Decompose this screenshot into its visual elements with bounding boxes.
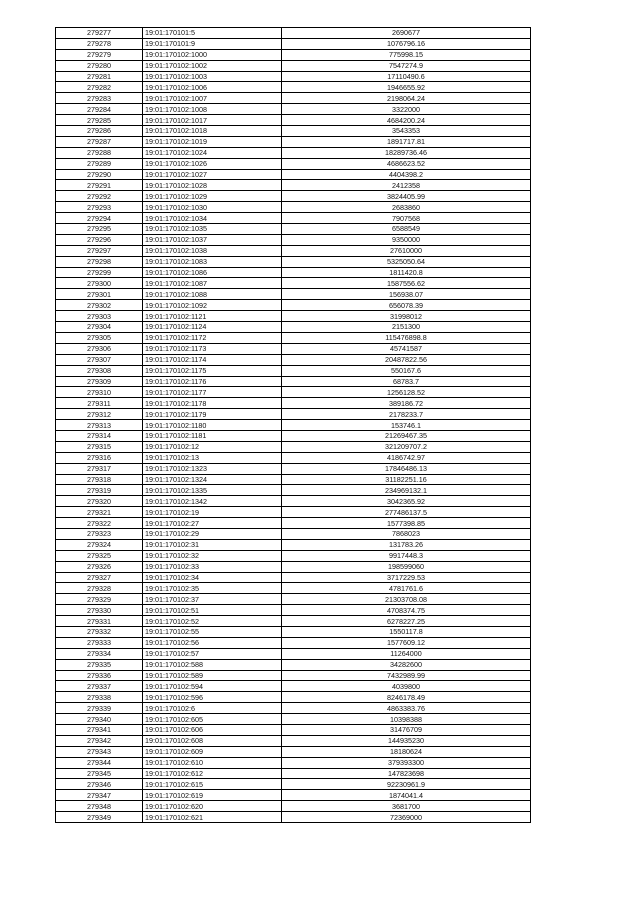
record-number-cell: 279307 — [56, 354, 143, 365]
cadastral-number-cell: 19:01:170102:1019 — [143, 136, 282, 147]
record-number-cell: 279311 — [56, 398, 143, 409]
record-number-cell: 279326 — [56, 561, 143, 572]
value-cell: 31476709 — [282, 725, 531, 736]
value-cell: 4684200.24 — [282, 115, 531, 126]
table-row — [56, 594, 531, 605]
record-number-cell: 279279 — [56, 49, 143, 60]
cadastral-number-cell: 19:01:170102:609 — [143, 746, 282, 757]
record-number-cell: 279286 — [56, 126, 143, 137]
value-cell: 2151300 — [282, 322, 531, 333]
table-row — [56, 38, 531, 49]
table-row — [56, 452, 531, 463]
value-cell: 6588549 — [282, 224, 531, 235]
value-cell: 234969132.1 — [282, 485, 531, 496]
record-number-cell: 279316 — [56, 452, 143, 463]
table-row — [56, 60, 531, 71]
value-cell: 7868023 — [282, 528, 531, 539]
record-number-cell: 279296 — [56, 234, 143, 245]
table-row — [56, 801, 531, 812]
table-row — [56, 169, 531, 180]
table-row — [56, 354, 531, 365]
record-number-cell: 279324 — [56, 539, 143, 550]
value-cell: 18289736.46 — [282, 147, 531, 158]
table-row — [56, 648, 531, 659]
value-cell: 72369000 — [282, 812, 531, 823]
record-number-cell: 279325 — [56, 550, 143, 561]
value-cell: 2178233.7 — [282, 409, 531, 420]
table-row — [56, 180, 531, 191]
table-row — [56, 82, 531, 93]
value-cell: 4404398.2 — [282, 169, 531, 180]
cadastral-number-cell: 19:01:170102:589 — [143, 670, 282, 681]
record-number-cell: 279280 — [56, 60, 143, 71]
record-number-cell: 279281 — [56, 71, 143, 82]
table-row — [56, 311, 531, 322]
value-cell: 156938.07 — [282, 289, 531, 300]
record-number-cell: 279349 — [56, 812, 143, 823]
record-number-cell: 279287 — [56, 136, 143, 147]
value-cell: 9350000 — [282, 234, 531, 245]
table-row — [56, 463, 531, 474]
table-row — [56, 420, 531, 431]
table-row — [56, 572, 531, 583]
record-number-cell: 279333 — [56, 637, 143, 648]
cadastral-number-cell: 19:01:170102:588 — [143, 659, 282, 670]
table-row — [56, 136, 531, 147]
value-cell: 1811420.8 — [282, 267, 531, 278]
value-cell: 389186.72 — [282, 398, 531, 409]
value-cell: 1891717.81 — [282, 136, 531, 147]
cadastral-number-cell: 19:01:170102:1083 — [143, 256, 282, 267]
value-cell: 3543353 — [282, 126, 531, 137]
value-cell: 7907568 — [282, 213, 531, 224]
cadastral-number-cell: 19:01:170102:35 — [143, 583, 282, 594]
record-number-cell: 279278 — [56, 38, 143, 49]
value-cell: 17110490.6 — [282, 71, 531, 82]
value-cell: 21303708.08 — [282, 594, 531, 605]
value-cell: 11264000 — [282, 648, 531, 659]
value-cell: 4863383.76 — [282, 703, 531, 714]
cadastral-number-cell: 19:01:170102:606 — [143, 725, 282, 736]
value-cell: 3322000 — [282, 104, 531, 115]
cadastral-number-cell: 19:01:170102:1027 — [143, 169, 282, 180]
cadastral-number-cell: 19:01:170102:1017 — [143, 115, 282, 126]
table-row — [56, 583, 531, 594]
value-cell: 2683860 — [282, 202, 531, 213]
value-cell: 5325050.64 — [282, 256, 531, 267]
cadastral-number-cell: 19:01:170102:1030 — [143, 202, 282, 213]
value-cell: 10398388 — [282, 714, 531, 725]
table-row — [56, 485, 531, 496]
value-cell: 1946655.92 — [282, 82, 531, 93]
value-cell: 3717229.53 — [282, 572, 531, 583]
record-number-cell: 279343 — [56, 746, 143, 757]
record-number-cell: 279295 — [56, 224, 143, 235]
cadastral-number-cell: 19:01:170102:19 — [143, 507, 282, 518]
value-cell: 34282600 — [282, 659, 531, 670]
cadastral-number-cell: 19:01:170102:1007 — [143, 93, 282, 104]
table-row — [56, 256, 531, 267]
value-cell: 20487822.56 — [282, 354, 531, 365]
record-number-cell: 279288 — [56, 147, 143, 158]
table-row — [56, 409, 531, 420]
table-row — [56, 812, 531, 823]
record-number-cell: 279299 — [56, 267, 143, 278]
table-row — [56, 768, 531, 779]
value-cell: 4781761.6 — [282, 583, 531, 594]
table-row — [56, 332, 531, 343]
value-cell: 1874041.4 — [282, 790, 531, 801]
table-row — [56, 71, 531, 82]
record-number-cell: 279298 — [56, 256, 143, 267]
value-cell: 656078.39 — [282, 300, 531, 311]
value-cell: 21269467.35 — [282, 430, 531, 441]
cadastral-number-cell: 19:01:170101:5 — [143, 28, 282, 39]
table-row — [56, 191, 531, 202]
record-number-cell: 279332 — [56, 626, 143, 637]
table-row — [56, 343, 531, 354]
record-number-cell: 279304 — [56, 322, 143, 333]
table-row — [56, 626, 531, 637]
value-cell: 2690677 — [282, 28, 531, 39]
record-number-cell: 279323 — [56, 528, 143, 539]
record-number-cell: 279314 — [56, 430, 143, 441]
value-cell: 3824405.99 — [282, 191, 531, 202]
value-cell: 153746.1 — [282, 420, 531, 431]
table-row — [56, 561, 531, 572]
table-row — [56, 387, 531, 398]
record-number-cell: 279313 — [56, 420, 143, 431]
table-row — [56, 528, 531, 539]
cadastral-number-cell: 19:01:170102:615 — [143, 779, 282, 790]
value-cell: 45741587 — [282, 343, 531, 354]
cadastral-number-cell: 19:01:170102:1026 — [143, 158, 282, 169]
table-row — [56, 659, 531, 670]
value-cell: 4186742.97 — [282, 452, 531, 463]
record-number-cell: 279312 — [56, 409, 143, 420]
cadastral-number-cell: 19:01:170102:610 — [143, 757, 282, 768]
cadastral-number-cell: 19:01:170102:1029 — [143, 191, 282, 202]
record-number-cell: 279309 — [56, 376, 143, 387]
table-row — [56, 115, 531, 126]
cadastral-number-cell: 19:01:170102:51 — [143, 605, 282, 616]
table-row — [56, 790, 531, 801]
cadastral-number-cell: 19:01:170102:55 — [143, 626, 282, 637]
table-row — [56, 147, 531, 158]
cadastral-number-cell: 19:01:170102:1034 — [143, 213, 282, 224]
record-number-cell: 279306 — [56, 343, 143, 354]
table-row — [56, 637, 531, 648]
table-row — [56, 300, 531, 311]
table-row — [56, 430, 531, 441]
cadastral-number-cell: 19:01:170102:1086 — [143, 267, 282, 278]
cadastral-number-cell: 19:01:170102:29 — [143, 528, 282, 539]
table-row — [56, 496, 531, 507]
cadastral-number-cell: 19:01:170102:56 — [143, 637, 282, 648]
value-cell: 321209707.2 — [282, 441, 531, 452]
table-row — [56, 267, 531, 278]
table-row — [56, 278, 531, 289]
record-number-cell: 279284 — [56, 104, 143, 115]
table-row — [56, 518, 531, 529]
record-number-cell: 279347 — [56, 790, 143, 801]
cadastral-number-cell: 19:01:170102:13 — [143, 452, 282, 463]
cadastral-number-cell: 19:01:170102:1174 — [143, 354, 282, 365]
cadastral-number-cell: 19:01:170102:612 — [143, 768, 282, 779]
table-row — [56, 441, 531, 452]
cadastral-number-cell: 19:01:170102:1178 — [143, 398, 282, 409]
cadastral-number-cell: 19:01:170102:1087 — [143, 278, 282, 289]
table-row — [56, 376, 531, 387]
table-row — [56, 725, 531, 736]
value-cell: 7432989.99 — [282, 670, 531, 681]
cadastral-number-cell: 19:01:170102:608 — [143, 735, 282, 746]
record-number-cell: 279320 — [56, 496, 143, 507]
value-cell: 144935230 — [282, 735, 531, 746]
record-number-cell: 279339 — [56, 703, 143, 714]
cadastral-number-cell: 19:01:170102:620 — [143, 801, 282, 812]
record-number-cell: 279318 — [56, 474, 143, 485]
value-cell: 9917448.3 — [282, 550, 531, 561]
record-number-cell: 279327 — [56, 572, 143, 583]
table-row — [56, 365, 531, 376]
table-row — [56, 158, 531, 169]
table-row — [56, 93, 531, 104]
table-body — [56, 28, 531, 823]
cadastral-number-cell: 19:01:170102:1038 — [143, 245, 282, 256]
table-row — [56, 202, 531, 213]
cadastral-number-cell: 19:01:170102:1018 — [143, 126, 282, 137]
cadastral-number-cell: 19:01:170102:1175 — [143, 365, 282, 376]
record-number-cell: 279282 — [56, 82, 143, 93]
record-number-cell: 279340 — [56, 714, 143, 725]
value-cell: 8246178.49 — [282, 692, 531, 703]
value-cell: 31998012 — [282, 311, 531, 322]
value-cell: 115476898.8 — [282, 332, 531, 343]
table-row — [56, 104, 531, 115]
value-cell: 1577398.85 — [282, 518, 531, 529]
record-number-cell: 279335 — [56, 659, 143, 670]
cadastral-number-cell: 19:01:170102:1092 — [143, 300, 282, 311]
table-row — [56, 550, 531, 561]
record-number-cell: 279341 — [56, 725, 143, 736]
cadastral-number-cell: 19:01:170102:1000 — [143, 49, 282, 60]
cadastral-number-cell: 19:01:170102:6 — [143, 703, 282, 714]
table-row — [56, 398, 531, 409]
table-row — [56, 245, 531, 256]
cadastral-number-cell: 19:01:170102:1008 — [143, 104, 282, 115]
value-cell: 3042365.92 — [282, 496, 531, 507]
cadastral-number-cell: 19:01:170102:57 — [143, 648, 282, 659]
table-row — [56, 746, 531, 757]
value-cell: 550167.6 — [282, 365, 531, 376]
value-cell: 27610000 — [282, 245, 531, 256]
record-number-cell: 279300 — [56, 278, 143, 289]
record-number-cell: 279348 — [56, 801, 143, 812]
record-number-cell: 279344 — [56, 757, 143, 768]
record-number-cell: 279317 — [56, 463, 143, 474]
value-cell: 1587556.62 — [282, 278, 531, 289]
cadastral-number-cell: 19:01:170102:52 — [143, 616, 282, 627]
cadastral-number-cell: 19:01:170102:1002 — [143, 60, 282, 71]
cadastral-number-cell: 19:01:170102:1180 — [143, 420, 282, 431]
table-row — [56, 49, 531, 60]
record-number-cell: 279336 — [56, 670, 143, 681]
cadastral-number-cell: 19:01:170102:1324 — [143, 474, 282, 485]
table-row — [56, 692, 531, 703]
record-number-cell: 279305 — [56, 332, 143, 343]
cadastral-number-cell: 19:01:170102:594 — [143, 681, 282, 692]
cadastral-number-cell: 19:01:170102:1006 — [143, 82, 282, 93]
record-number-cell: 279308 — [56, 365, 143, 376]
table-row — [56, 234, 531, 245]
data-table — [55, 27, 531, 823]
record-number-cell: 279322 — [56, 518, 143, 529]
record-number-cell: 279310 — [56, 387, 143, 398]
record-number-cell: 279283 — [56, 93, 143, 104]
cadastral-number-cell: 19:01:170102:605 — [143, 714, 282, 725]
cadastral-number-cell: 19:01:170102:1028 — [143, 180, 282, 191]
table-row — [56, 289, 531, 300]
value-cell: 1076796.16 — [282, 38, 531, 49]
cadastral-number-cell: 19:01:170102:1172 — [143, 332, 282, 343]
record-number-cell: 279330 — [56, 605, 143, 616]
value-cell: 1577609.12 — [282, 637, 531, 648]
record-number-cell: 279337 — [56, 681, 143, 692]
cadastral-number-cell: 19:01:170102:32 — [143, 550, 282, 561]
cadastral-number-cell: 19:01:170102:621 — [143, 812, 282, 823]
cadastral-number-cell: 19:01:170102:1177 — [143, 387, 282, 398]
table-row — [56, 28, 531, 39]
cadastral-number-cell: 19:01:170102:1173 — [143, 343, 282, 354]
record-number-cell: 279334 — [56, 648, 143, 659]
value-cell: 379393300 — [282, 757, 531, 768]
record-number-cell: 279291 — [56, 180, 143, 191]
cadastral-number-cell: 19:01:170102:27 — [143, 518, 282, 529]
cadastral-number-cell: 19:01:170102:31 — [143, 539, 282, 550]
table-row — [56, 539, 531, 550]
table-row — [56, 681, 531, 692]
record-number-cell: 279329 — [56, 594, 143, 605]
cadastral-number-cell: 19:01:170102:1003 — [143, 71, 282, 82]
record-number-cell: 279331 — [56, 616, 143, 627]
record-number-cell: 279289 — [56, 158, 143, 169]
record-number-cell: 279290 — [56, 169, 143, 180]
value-cell: 2412358 — [282, 180, 531, 191]
record-number-cell: 279302 — [56, 300, 143, 311]
cadastral-number-cell: 19:01:170102:596 — [143, 692, 282, 703]
cadastral-number-cell: 19:01:170102:1124 — [143, 322, 282, 333]
value-cell: 775998.15 — [282, 49, 531, 60]
table-row — [56, 322, 531, 333]
record-number-cell: 279345 — [56, 768, 143, 779]
record-number-cell: 279277 — [56, 28, 143, 39]
record-number-cell: 279342 — [56, 735, 143, 746]
cadastral-number-cell: 19:01:170102:33 — [143, 561, 282, 572]
table-row — [56, 616, 531, 627]
value-cell: 2198064.24 — [282, 93, 531, 104]
value-cell: 4039800 — [282, 681, 531, 692]
value-cell: 17846486.13 — [282, 463, 531, 474]
record-number-cell: 279328 — [56, 583, 143, 594]
value-cell: 4686623.52 — [282, 158, 531, 169]
table-row — [56, 714, 531, 725]
table-row — [56, 735, 531, 746]
cadastral-number-cell: 19:01:170102:37 — [143, 594, 282, 605]
table-row — [56, 224, 531, 235]
record-number-cell: 279346 — [56, 779, 143, 790]
record-number-cell: 279297 — [56, 245, 143, 256]
record-number-cell: 279293 — [56, 202, 143, 213]
cadastral-number-cell: 19:01:170102:619 — [143, 790, 282, 801]
cadastral-number-cell: 19:01:170102:12 — [143, 441, 282, 452]
table-row — [56, 757, 531, 768]
value-cell: 6278227.25 — [282, 616, 531, 627]
value-cell: 18180624 — [282, 746, 531, 757]
table-row — [56, 779, 531, 790]
cadastral-number-cell: 19:01:170102:1176 — [143, 376, 282, 387]
table-row — [56, 126, 531, 137]
value-cell: 4708374.75 — [282, 605, 531, 616]
table-row — [56, 474, 531, 485]
table-row — [56, 703, 531, 714]
cadastral-number-cell: 19:01:170102:1342 — [143, 496, 282, 507]
value-cell: 1550117.8 — [282, 626, 531, 637]
cadastral-number-cell: 19:01:170102:1035 — [143, 224, 282, 235]
value-cell: 1256128.52 — [282, 387, 531, 398]
cadastral-number-cell: 19:01:170102:34 — [143, 572, 282, 583]
value-cell: 3681700 — [282, 801, 531, 812]
value-cell: 68783.7 — [282, 376, 531, 387]
cadastral-number-cell: 19:01:170102:1121 — [143, 311, 282, 322]
value-cell: 7547274.9 — [282, 60, 531, 71]
cadastral-number-cell: 19:01:170102:1088 — [143, 289, 282, 300]
cadastral-number-cell: 19:01:170102:1024 — [143, 147, 282, 158]
record-number-cell: 279301 — [56, 289, 143, 300]
value-cell: 198599060 — [282, 561, 531, 572]
value-cell: 277486137.5 — [282, 507, 531, 518]
value-cell: 31182251.16 — [282, 474, 531, 485]
record-number-cell: 279294 — [56, 213, 143, 224]
cadastral-number-cell: 19:01:170101:9 — [143, 38, 282, 49]
value-cell: 147823698 — [282, 768, 531, 779]
value-cell: 131783.26 — [282, 539, 531, 550]
record-number-cell: 279285 — [56, 115, 143, 126]
cadastral-number-cell: 19:01:170102:1037 — [143, 234, 282, 245]
record-number-cell: 279319 — [56, 485, 143, 496]
record-number-cell: 279338 — [56, 692, 143, 703]
cadastral-number-cell: 19:01:170102:1335 — [143, 485, 282, 496]
table-row — [56, 507, 531, 518]
table-row — [56, 670, 531, 681]
record-number-cell: 279303 — [56, 311, 143, 322]
record-number-cell: 279315 — [56, 441, 143, 452]
cadastral-number-cell: 19:01:170102:1179 — [143, 409, 282, 420]
record-number-cell: 279292 — [56, 191, 143, 202]
record-number-cell: 279321 — [56, 507, 143, 518]
value-cell: 92230961.9 — [282, 779, 531, 790]
cadastral-number-cell: 19:01:170102:1181 — [143, 430, 282, 441]
table-row — [56, 605, 531, 616]
table-row — [56, 213, 531, 224]
cadastral-number-cell: 19:01:170102:1323 — [143, 463, 282, 474]
